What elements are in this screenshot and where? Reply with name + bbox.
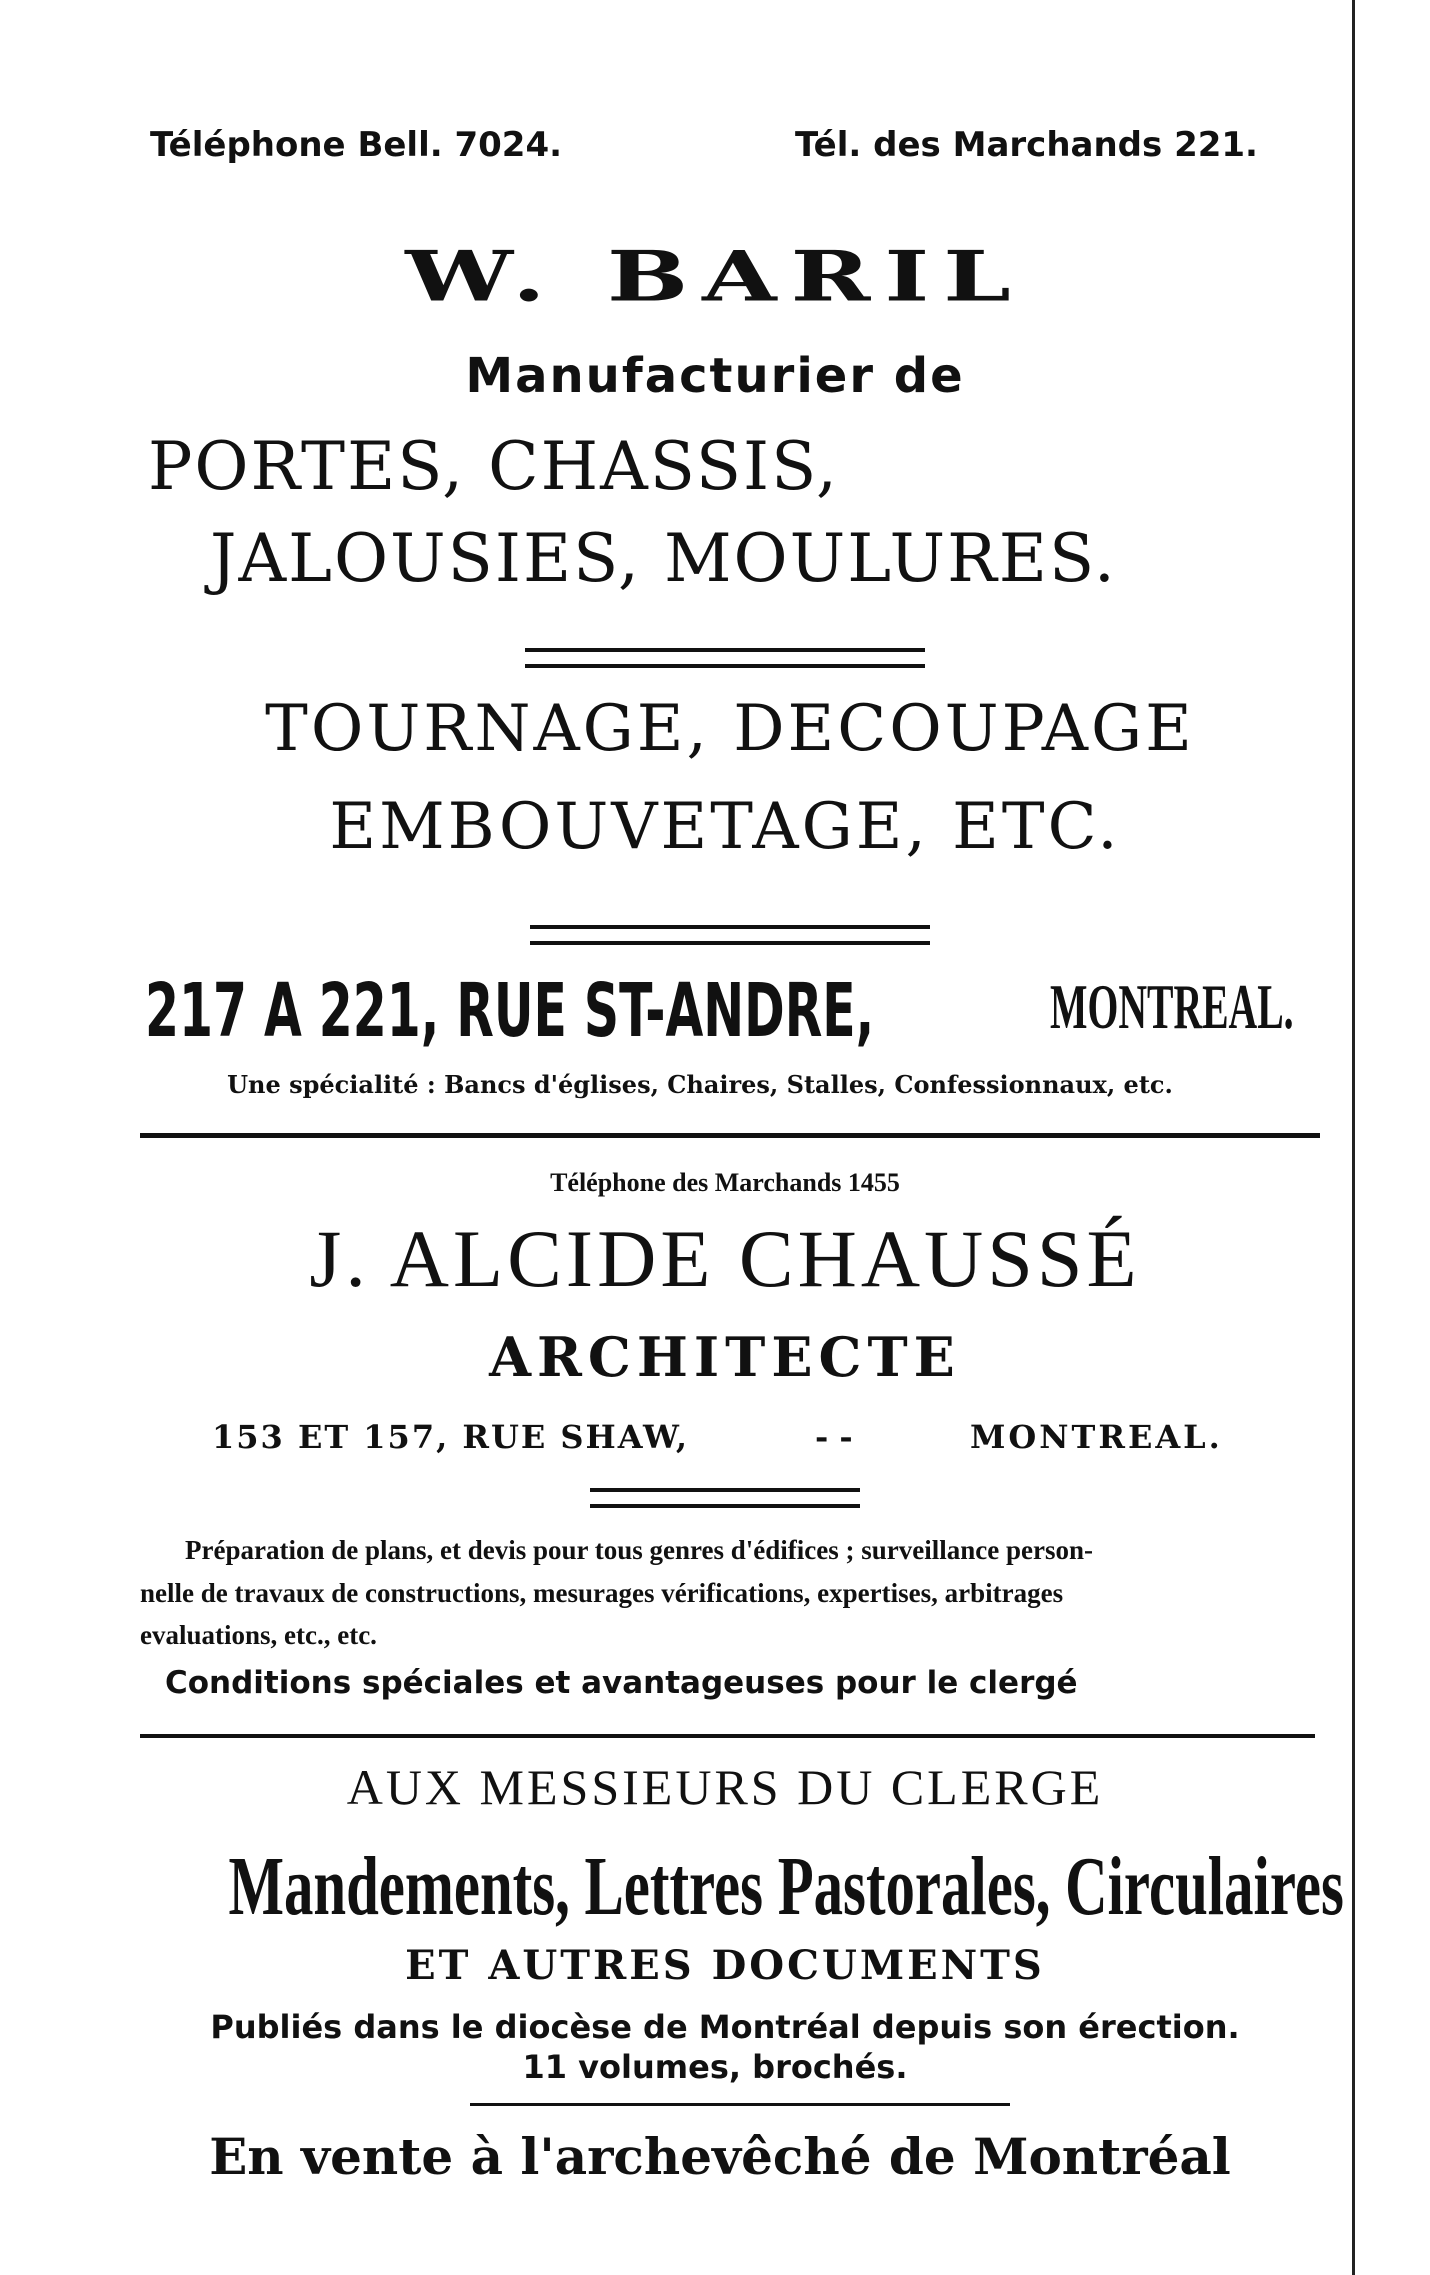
chausse-address: 153 ET 157, RUE SHAW, bbox=[212, 1418, 690, 1456]
scan-edge-line bbox=[1352, 0, 1355, 2275]
chausse-name: J. ALCIDE CHAUSSÉ bbox=[309, 1213, 1141, 1304]
chausse-description-line3: evaluations, etc., etc. bbox=[140, 1620, 377, 1650]
clerge-published: Publiés dans le diocèse de Montréal depuis son érection. bbox=[210, 2008, 1240, 2046]
chausse-description-line2: nelle de travaux de constructions, mesurages vérifications, expertises, arbitrages bbox=[140, 1578, 1064, 1608]
chausse-description-line1: Préparation de plans, et devis pour tous genres d'édifices ; surveillance person- bbox=[185, 1535, 1093, 1565]
baril-subtitle: Manufacturier de bbox=[465, 348, 965, 404]
baril-services-line2: EMBOUVETAGE, ETC. bbox=[329, 790, 1121, 864]
baril-address-city: MONTREAL. bbox=[1050, 971, 1294, 1042]
clerge-subtitle: ET AUTRES DOCUMENTS bbox=[405, 1942, 1045, 1989]
clerge-heading: AUX MESSIEURS DU CLERGE bbox=[346, 1759, 1104, 1815]
baril-address-street: 217 A 221, RUE ST-ANDRE, bbox=[145, 968, 875, 1054]
baril-services-line1: TOURNAGE, DECOUPAGE bbox=[265, 692, 1195, 766]
baril-products-line1: PORTES, CHASSIS, bbox=[148, 428, 839, 505]
chausse-conditions: Conditions spéciales et avantageuses pour le clergé bbox=[165, 1665, 1078, 1701]
baril-products-line2: JALOUSIES, MOULURES. bbox=[210, 520, 1117, 597]
baril-telephone-bell: Téléphone Bell. 7024. bbox=[150, 125, 563, 165]
baril-name: W. BARIL bbox=[405, 235, 1025, 318]
clerge-volumes: 11 volumes, brochés. bbox=[522, 2048, 908, 2086]
clerge-title: Mandements, Lettres Pastorales, Circulaires bbox=[228, 1840, 1344, 1933]
baril-divider-2 bbox=[530, 925, 930, 945]
chausse-telephone: Téléphone des Marchands 1455 bbox=[550, 1168, 900, 1197]
chausse-profession: ARCHITECTE bbox=[489, 1325, 961, 1389]
chausse-city: MONTREAL. bbox=[970, 1418, 1223, 1456]
chausse-address-dashes: - - bbox=[815, 1418, 853, 1456]
section-divider-2 bbox=[140, 1734, 1315, 1738]
clerge-sale: En vente à l'archevêché de Montréal bbox=[209, 2127, 1231, 2186]
baril-divider-1 bbox=[525, 648, 925, 668]
chausse-divider bbox=[590, 1488, 860, 1508]
section-divider-1 bbox=[140, 1133, 1320, 1138]
baril-specialty: Une spécialité : Bancs d'églises, Chaires, Stalles, Confessionnaux, etc. bbox=[227, 1070, 1173, 1099]
clerge-divider bbox=[470, 2103, 1010, 2106]
baril-telephone-marchands: Tél. des Marchands 221. bbox=[795, 125, 1258, 165]
